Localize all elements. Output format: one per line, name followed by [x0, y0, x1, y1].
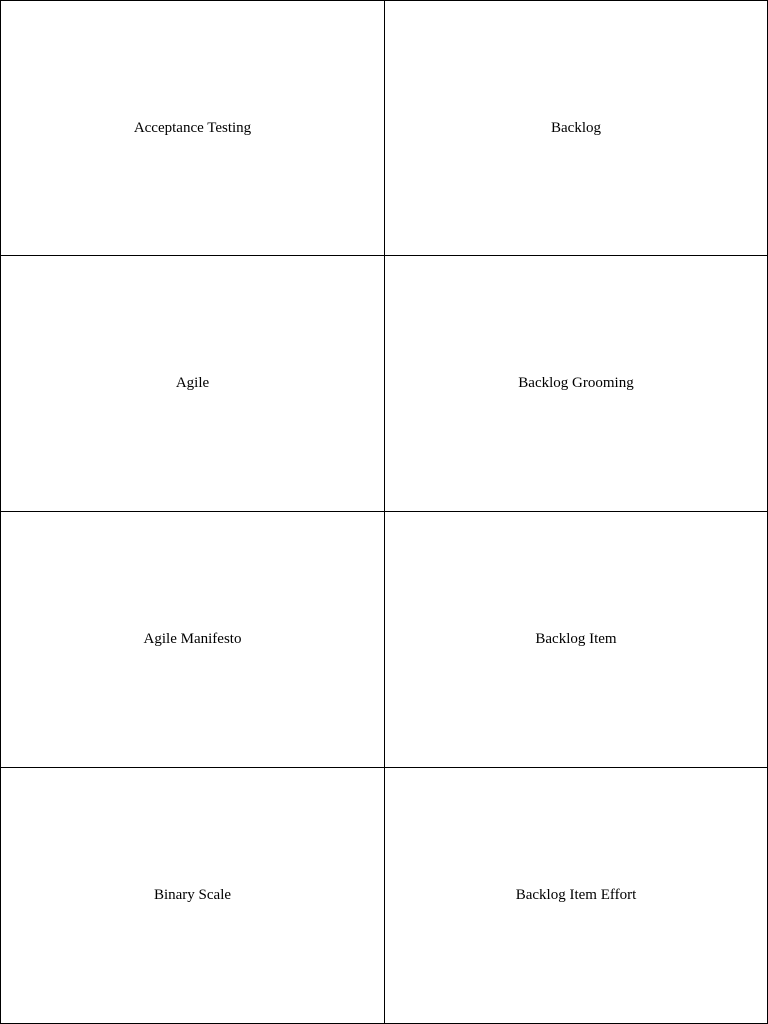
card-term-binary-scale: Binary Scale [153, 887, 232, 903]
card-term-agile-manifesto: Agile Manifesto [143, 631, 242, 647]
card-term-acceptance-testing: Acceptance Testing [133, 119, 252, 136]
flashcard-cell [385, 768, 768, 1024]
flashcard-cell [385, 256, 768, 512]
flashcard-cell [385, 1, 768, 256]
flashcard-cell [1, 768, 385, 1024]
flashcard-cell [1, 1, 385, 256]
card-term-backlog-grooming: Backlog Grooming [518, 375, 634, 391]
card-term-backlog-item-effort: Backlog Item Effort [515, 887, 637, 903]
flashcard-cell [385, 512, 768, 768]
card-term-backlog: Backlog [551, 119, 601, 136]
card-term-agile: Agile [175, 375, 210, 391]
flashcard-cell [1, 512, 385, 768]
flashcard-cell [1, 256, 385, 512]
card-term-backlog-item: Backlog Item [535, 631, 617, 647]
